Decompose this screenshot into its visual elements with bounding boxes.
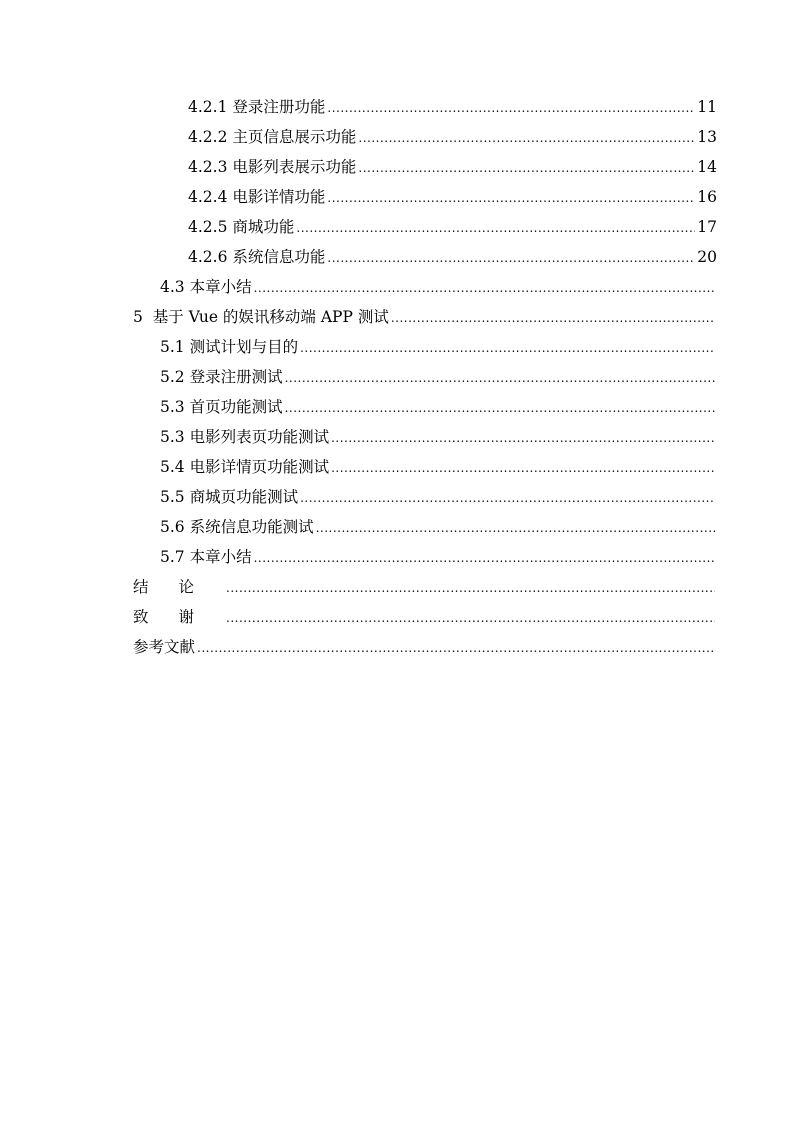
toc-leader-dots [254, 273, 715, 303]
toc-entry-page: 14 [697, 158, 717, 176]
toc-leader-dots [391, 303, 715, 333]
toc-entry-title: 5.2 登录注册测试 [160, 368, 283, 386]
toc-entry-page: 20 [697, 248, 717, 266]
toc-leader-dots [226, 603, 715, 633]
toc-entry-title: 5.1 测试计划与目的 [160, 338, 299, 356]
toc-entry-title: 5.3 首页功能测试 [160, 398, 283, 416]
toc-entry-5-7[interactable] [160, 542, 717, 572]
toc-entry-5-2[interactable] [160, 362, 717, 392]
toc-entry-5-3-movie-list[interactable] [160, 422, 717, 452]
toc-entry-page: 11 [697, 98, 717, 116]
toc-leader-dots [296, 213, 695, 243]
toc-entry-page: 16 [697, 188, 717, 206]
toc-leader-dots [358, 153, 695, 183]
toc-entry-title: 结论 [133, 578, 225, 596]
toc-leader-dots [327, 93, 695, 123]
toc-entry-page: 17 [697, 218, 717, 236]
toc-entry-chapter-5[interactable] [133, 302, 717, 332]
toc-entry-title: 5.7 本章小结 [160, 548, 252, 566]
toc-entry-title: 4.2.2 主页信息展示功能 [188, 128, 357, 146]
toc-leader-dots [254, 543, 715, 573]
toc-leader-dots [300, 483, 715, 513]
toc-entry-4-3[interactable] [160, 272, 717, 302]
toc-entry-5-6[interactable] [160, 512, 717, 542]
toc-entry-title: 5.6 系统信息功能测试 [160, 518, 314, 536]
toc-leader-dots [316, 513, 715, 543]
toc-entry-title: 4.2.1 登录注册功能 [188, 98, 326, 116]
toc-entry-title: 4.2.5 商城功能 [188, 218, 295, 236]
toc-leader-dots [300, 333, 715, 363]
toc-entry-4-2-1[interactable] [188, 92, 717, 122]
toc-entry-5-4[interactable] [160, 452, 717, 482]
toc-entry-title: 参考文献 [133, 638, 196, 656]
toc-leader-dots [331, 423, 715, 453]
toc-entry-5-5[interactable] [160, 482, 717, 512]
toc-entry-title: 4.2.3 电影列表展示功能 [188, 158, 357, 176]
toc-leader-dots [358, 123, 695, 153]
toc-leader-dots [331, 453, 715, 483]
toc-entry-page: 13 [697, 128, 717, 146]
toc-leader-dots [226, 573, 715, 603]
toc-leader-dots [285, 363, 715, 393]
toc-entry-references[interactable] [133, 632, 717, 662]
toc-entry-title: 4.3 本章小结 [160, 278, 252, 296]
toc-entry-4-2-2[interactable] [188, 122, 717, 152]
toc-entry-title: 4.2.6 系统信息功能 [188, 248, 326, 266]
toc-entry-4-2-5[interactable] [188, 212, 717, 242]
toc-entry-conclusion[interactable] [133, 572, 717, 602]
toc-entry-title: 致谢 [133, 608, 225, 626]
toc-leader-dots [327, 243, 695, 273]
toc-leader-dots [327, 183, 695, 213]
toc-leader-dots [285, 393, 715, 423]
toc-entry-4-2-4[interactable] [188, 182, 717, 212]
toc-entry-title: 5.4 电影详情页功能测试 [160, 458, 330, 476]
toc-entry-title: 5 基于 Vue 的娱讯移动端 APP 测试 [133, 308, 389, 326]
toc-entry-title: 4.2.4 电影详情功能 [188, 188, 326, 206]
toc-entry-5-3-home[interactable] [160, 392, 717, 422]
toc-entry-4-2-3[interactable] [188, 152, 717, 182]
toc-entry-title: 5.5 商城页功能测试 [160, 488, 299, 506]
toc-entry-4-2-6[interactable] [188, 242, 717, 272]
toc-entry-title: 5.3 电影列表页功能测试 [160, 428, 330, 446]
toc-entry-acknowledgement[interactable] [133, 602, 717, 632]
toc-leader-dots [197, 633, 715, 663]
toc-entry-5-1[interactable] [160, 332, 717, 362]
